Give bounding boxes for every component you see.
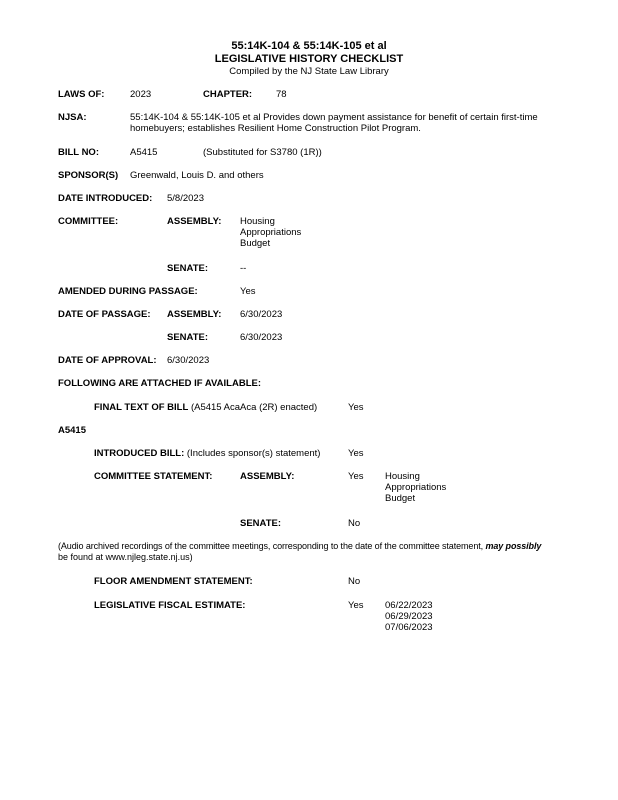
floor-amendment-label: FLOOR AMENDMENT STATEMENT: — [94, 576, 253, 587]
subtitle: Compiled by the NJ State Law Library — [229, 66, 389, 77]
committee-senate-value: -- — [240, 263, 247, 274]
sponsors-label: SPONSOR(S) — [58, 170, 119, 181]
committee-statement-assembly-label: ASSEMBLY: — [240, 471, 295, 482]
committee-statement-label: COMMITTEE STATEMENT: — [94, 471, 213, 482]
final-text-detail: (A5415 AcaAca (2R) enacted) — [190, 402, 318, 413]
passage-label: DATE OF PASSAGE: — [58, 309, 151, 320]
laws-of-value: 2023 — [130, 89, 152, 100]
introduced-bill-label: INTRODUCED BILL: — [94, 448, 185, 459]
passage-senate-label: SENATE: — [167, 332, 208, 343]
final-text-label: FINAL TEXT OF BILL — [94, 402, 189, 413]
final-text-row — [94, 402, 317, 413]
committee-statement-assembly-value: Yes — [348, 471, 364, 482]
date-introduced-value: 5/8/2023 — [167, 193, 204, 204]
fiscal-estimate-value: Yes — [348, 600, 364, 611]
fiscal-estimate-date: 06/29/2023 — [385, 611, 433, 622]
njsa-line-1: 55:14K-104 & 55:14K-105 et al Provides down payment assistance for benefit of certain first-time — [130, 112, 538, 123]
floor-amendment-value: No — [348, 576, 361, 587]
audio-note-line-1 — [58, 541, 541, 552]
introduced-bill-value: Yes — [348, 448, 364, 459]
committee-assembly-item: Housing — [240, 216, 275, 227]
chapter-value: 78 — [276, 89, 287, 100]
laws-of-label: LAWS OF: — [58, 89, 105, 100]
introduced-bill-row — [94, 448, 320, 459]
title-line-1: 55:14K-104 & 55:14K-105 et al — [231, 40, 387, 52]
audio-note-emphasis: may possibly — [485, 541, 542, 551]
committee-assembly-item: Appropriations — [240, 227, 302, 238]
njsa-label: NJSA: — [58, 112, 87, 123]
bill-no-value: A5415 — [130, 147, 158, 158]
committee-label: COMMITTEE: — [58, 216, 119, 227]
bill-no-label: BILL NO: — [58, 147, 99, 158]
final-text-value: Yes — [348, 402, 364, 413]
amended-label: AMENDED DURING PASSAGE: — [58, 286, 198, 297]
committee-statement-senate-label: SENATE: — [240, 518, 281, 529]
committee-statement-item: Appropriations — [385, 482, 447, 493]
fiscal-estimate-label: LEGISLATIVE FISCAL ESTIMATE: — [94, 600, 246, 611]
introduced-bill-detail: (Includes sponsor(s) statement) — [186, 448, 321, 459]
committee-senate-label: SENATE: — [167, 263, 208, 274]
fiscal-estimate-date: 07/06/2023 — [385, 622, 433, 633]
sponsors-value: Greenwald, Louis D. and others — [130, 170, 264, 181]
committee-assembly-label: ASSEMBLY: — [167, 216, 222, 227]
audio-note-line-2: be found at www.njleg.state.nj.us) — [58, 552, 193, 562]
fiscal-estimate-date: 06/22/2023 — [385, 600, 433, 611]
committee-statement-item: Housing — [385, 471, 420, 482]
committee-statement-senate-value: No — [348, 518, 361, 529]
chapter-label: CHAPTER: — [203, 89, 253, 100]
title-line-2: LEGISLATIVE HISTORY CHECKLIST — [214, 53, 404, 65]
approval-label: DATE OF APPROVAL: — [58, 355, 157, 366]
attached-heading: FOLLOWING ARE ATTACHED IF AVAILABLE: — [58, 378, 261, 389]
amended-value: Yes — [240, 286, 256, 297]
approval-value: 6/30/2023 — [167, 355, 210, 366]
passage-assembly-value: 6/30/2023 — [240, 309, 283, 320]
bill-section-heading: A5415 — [58, 425, 86, 436]
date-introduced-label: DATE INTRODUCED: — [58, 193, 153, 204]
njsa-line-2: homebuyers; establishes Resilient Home Construction Pilot Program. — [130, 123, 421, 134]
committee-assembly-item: Budget — [240, 238, 271, 249]
committee-statement-item: Budget — [385, 493, 416, 504]
passage-assembly-label: ASSEMBLY: — [167, 309, 222, 320]
audio-note-text: (Audio archived recordings of the committee meetings, corresponding to the date of the committee statement, — [58, 541, 486, 551]
passage-senate-value: 6/30/2023 — [240, 332, 283, 343]
bill-no-note: (Substituted for S3780 (1R)) — [203, 147, 322, 158]
